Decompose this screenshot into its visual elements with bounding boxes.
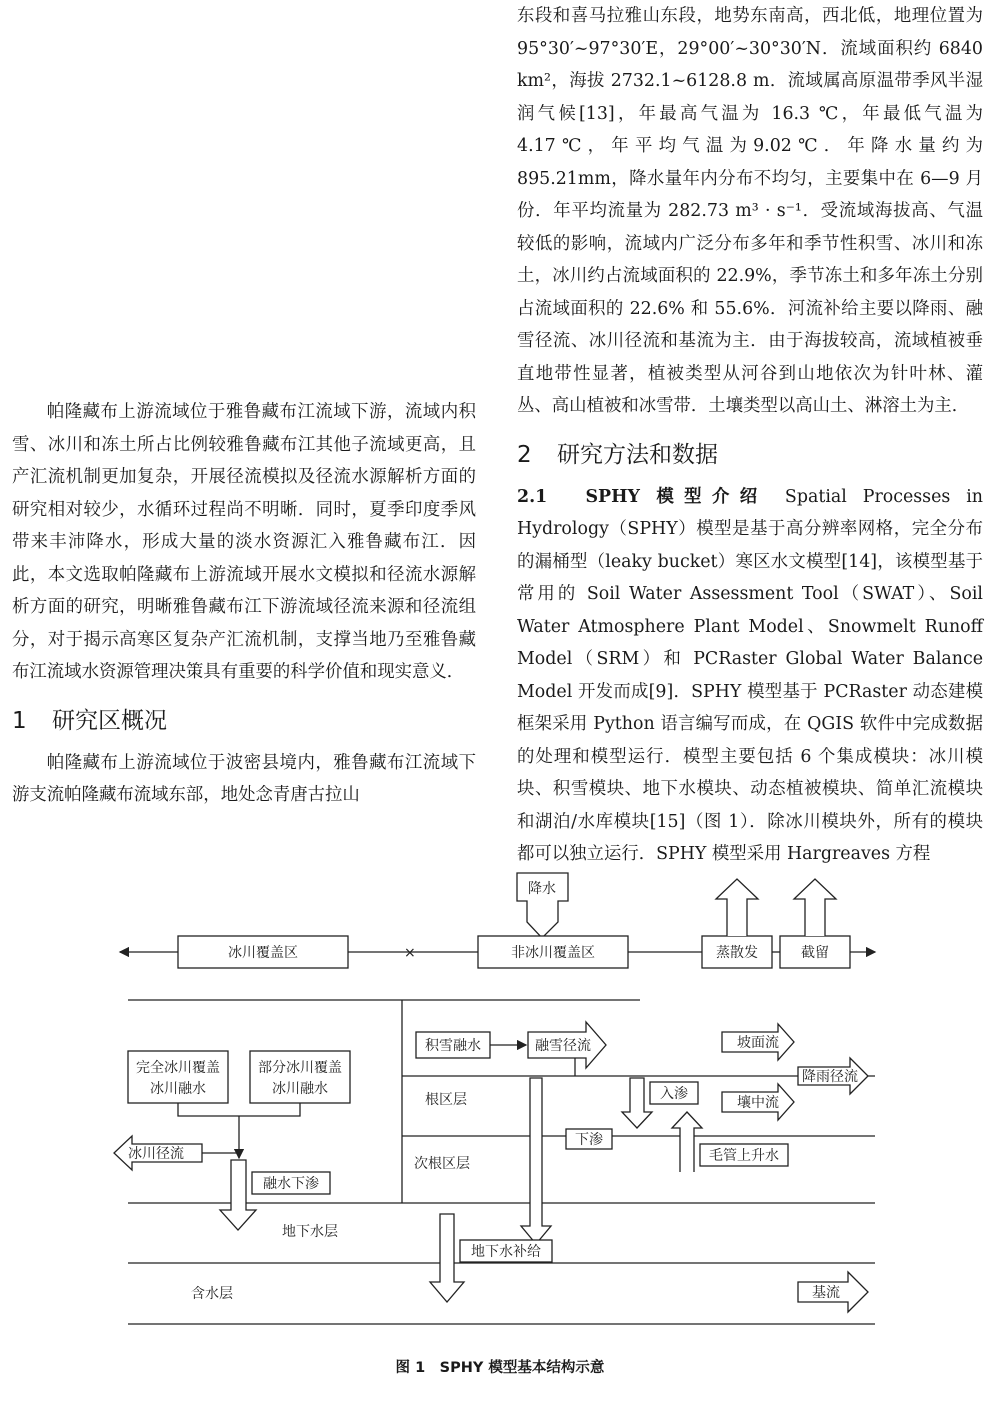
full-glacier-line1: 完全冰川覆盖	[136, 1060, 220, 1076]
section-2-heading	[517, 437, 983, 473]
infiltration-arrow	[622, 1078, 652, 1128]
rain-runoff-label: 降雨径流	[802, 1069, 858, 1085]
section-1-heading	[12, 703, 476, 739]
percolation-label: 下渗	[575, 1132, 603, 1148]
melt-percolation-label: 融水下渗	[263, 1176, 319, 1192]
intercept-label: 截留	[801, 945, 829, 961]
study-area-paragraph: 帕隆藏布上游流域位于波密县境内，雅鲁藏布江流域下游支流帕隆藏布流域东部，地处念青唐古拉山	[12, 752, 476, 805]
figure-caption: 图 1 SPHY 模型基本结构示意	[395, 1360, 605, 1376]
partial-glacier-line1: 部分冰川覆盖	[258, 1060, 342, 1076]
aquifer-label: 含水层	[191, 1286, 233, 1302]
section-2-number: 2	[517, 441, 532, 468]
evap-up-arrow	[716, 879, 758, 936]
glacier-runoff-label: 冰川径流	[128, 1146, 184, 1162]
subroot-layer-label: 次根区层	[414, 1156, 470, 1172]
sphy-paragraph	[517, 481, 983, 871]
capillary-label: 毛管上升水	[709, 1148, 779, 1164]
slope-flow-label: 坡面流	[737, 1035, 779, 1051]
snowmelt-runoff-label: 融雪径流	[535, 1038, 591, 1054]
interflow-label: 壤中流	[737, 1095, 779, 1111]
percolation-arrow	[521, 1078, 551, 1244]
left-column	[12, 396, 476, 812]
right-column	[517, 0, 983, 871]
section-1-number: 1	[12, 707, 27, 734]
sphy-structure-diagram	[110, 866, 890, 1338]
melt-percolation-arrow	[220, 1160, 256, 1230]
section-1-title: 研究区概况	[52, 707, 167, 734]
full-glacier-line2: 冰川融水	[150, 1081, 206, 1097]
precip-label: 降水	[528, 881, 556, 897]
intercept-up-arrow	[794, 879, 836, 936]
separator-cross: ×	[404, 945, 416, 961]
section-2-title: 研究方法和数据	[557, 441, 718, 468]
gw-recharge-label: 地下水补给	[471, 1244, 541, 1260]
study-area-continued: 东段和喜马拉雅山东段，地势东南高，西北低，地理位置为 95°30′~97°30′E，29°00′~30°30′N．流域面积约 6840 km²，海拔 2732.1~6128.8 m．流域属高原温带季风半湿润气候[13]，年最高气温为 16.3 ℃，年最低气温为4.17℃，年平均气温为9.02℃．年降水量约为895.21mm，降水量年内分布不均匀，主要集中在 6—9 月份．年平均流量为 282.73 m³ · s⁻¹．受流域海拔高、气温较低的影响，流域内广泛分布多年和季节性积雪、冰川和冻土，冰川约占流域面积的 22.9%，季节冻土和多年冻土分别占流域面积的 22.6% 和 55.6%．河流补给主要以降雨、融雪径流、冰川径流和基流为主．由于海拔较高，流域植被垂直地带性显著，植被类型从河谷到山地依次为针叶林、灌丛、高山植被和冰雪带．土壤类型以高山土、淋溶土为主．	[517, 6, 983, 416]
snowmelt-water-label: 积雪融水	[425, 1038, 481, 1054]
baseflow-label: 基流	[812, 1285, 840, 1301]
capillary-arrow	[672, 1112, 702, 1172]
gw-recharge-arrow	[430, 1214, 464, 1302]
sphy-text: Spatial Processes in Hydrology（SPHY）模型是基于高分辨率网格，完全分布的漏桶型（leaky bucket）寒区水文模型[14]，该模型基于常用的 Soil Water Assessment Tool（SWAT）、Soil Water Atmosphere Plant Model、Snowmelt Runoff Model（SRM）和 PCRaster Global Water Balance Model 开发而成[9]．SPHY 模型基于 PCRaster 动态建模框架采用 Python 语言编写而成，在 QGIS 软件中完成数据的处理和模型运行．模型主要包括 6 个集成模块：冰川模块、积雪模块、地下水模块、动态植被模块、简单汇流模块和湖泊/水库模块[15]（图 1）．除冰川模块外，所有的模块都可以独立运行．SPHY 模型采用 Hargreaves 方程	[517, 486, 984, 864]
root-layer-label: 根区层	[425, 1092, 467, 1108]
intro-paragraph: 帕隆藏布上游流域位于雅鲁藏布江流域下游，流域内积雪、冰川和冻土所占比例较雅鲁藏布江其他子流域更高，且产汇流机制更加复杂，开展径流模拟及径流水源解析方面的研究相对较少，水循环过程尚不明晰．同时，夏季印度季风带来丰沛降水，形成大量的淡水资源汇入雅鲁藏布江．因此，本文选取帕隆藏布上游流域开展水文模拟和径流水源解析方面的研究，明晰雅鲁藏布江下游流域径流来源和径流组分，对于揭示高寒区复杂产汇流机制，支撑当地乃至雅鲁藏布江流域水资源管理决策具有重要的科学价值和现实意义．	[12, 402, 476, 682]
infiltration-label: 入渗	[660, 1086, 688, 1102]
subsection-2-1-heading: 2.1 SPHY 模型介绍	[517, 486, 768, 507]
groundwater-layer-label: 地下水层	[282, 1224, 338, 1240]
evap-label: 蒸散发	[716, 945, 758, 961]
nonglacier-area-label: 非冰川覆盖区	[511, 945, 595, 961]
glacier-area-label: 冰川覆盖区	[228, 945, 298, 961]
partial-glacier-line2: 冰川融水	[272, 1081, 328, 1097]
